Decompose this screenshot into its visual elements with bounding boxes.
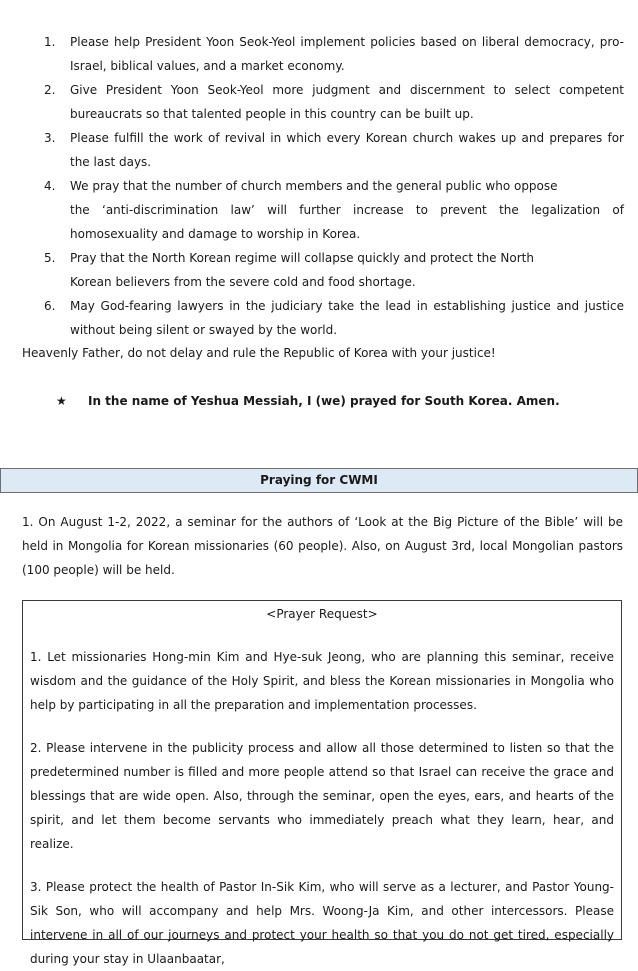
closing-prayer: Heavenly Father, do not delay and rule the Republic of Korea with your justice! (22, 346, 496, 360)
prayer-list (0, 30, 638, 342)
prayer-number: 5. (44, 251, 56, 265)
prayer-number: 4. (44, 179, 56, 193)
star-icon: ★ (56, 394, 67, 408)
section-header (0, 468, 638, 493)
section-title: Praying for CWMI (260, 473, 378, 487)
amen-line (56, 389, 560, 413)
prayer-item (0, 126, 638, 174)
prayer-text: We pray that the number of church members and the general public who oppose (70, 179, 558, 193)
amen-text: In the name of Yeshua Messiah, I (we) prayed for South Korea. Amen. (88, 394, 560, 408)
prayer-item (0, 246, 638, 294)
prayer-item (0, 294, 638, 342)
prayer-text: Please fulfill the work of revival in which every Korean church wakes up and prepares for the last days. (70, 131, 624, 169)
prayer-request-title: <Prayer Request> (266, 607, 378, 621)
prayer-text: the ‘anti-discrimination law’ will further increase to prevent the legalization of homosexuality and damage to worship in Korea. (70, 203, 624, 241)
prayer-text: May God-fearing lawyers in the judiciary take the lead in establishing justice and justice without being silent or swayed by the world. (70, 299, 624, 337)
prayer-text: Pray that the North Korean regime will collapse quickly and protect the North (70, 251, 534, 265)
prayer-number: 1. (44, 35, 56, 49)
prayer-number: 2. (44, 83, 56, 97)
prayer-item (0, 174, 638, 246)
prayer-text: Korean believers from the severe cold and food shortage. (70, 275, 416, 289)
prayer-text: Give President Yoon Seok-Yeol more judgment and discernment to select competent bureaucrats so that talented people in this country can be built up. (70, 83, 624, 121)
prayer-item (0, 78, 638, 126)
seminar-intro: 1. On August 1-2, 2022, a seminar for the authors of ‘Look at the Big Picture of the Bible’ will be held in Mongolia for Korean missionaries (60 people). Also, on August 3rd, local Mongolian pastors (100 people) will be held. (22, 515, 623, 577)
prayer-text: Please help President Yoon Seok-Yeol implement policies based on liberal democracy, pro-Israel, biblical values, and a market economy. (70, 35, 624, 73)
prayer-request-item: 3. Please protect the health of Pastor In-Sik Kim, who will serve as a lecturer, and Pastor Young-Sik Son, who will accompany and help Mrs. Woong-Ja Kim, and other intercessors. Please intervene in all of our journeys and protect your health so that you do not get tired, especially during your stay in Ulaanbaatar, (30, 880, 614, 966)
prayer-item (0, 30, 638, 78)
prayer-request-item: 2. Please intervene in the publicity process and allow all those determined to listen so that the predetermined number is filled and more people attend so that Israel can receive the grace and blessings that are wide open. Also, through the seminar, open the eyes, ears, and hearts of the spirit, and let them become servants who immediately preach what they learn, hear, and realize. (30, 741, 614, 851)
prayer-number: 3. (44, 131, 56, 145)
prayer-number: 6. (44, 299, 56, 313)
prayer-request-box (22, 600, 622, 966)
prayer-request-item: 1. Let missionaries Hong-min Kim and Hye-suk Jeong, who are planning this seminar, receive wisdom and the guidance of the Holy Spirit, and bless the Korean missionaries in Mongolia who help by participating in all the preparation and implementation processes. (30, 650, 614, 712)
